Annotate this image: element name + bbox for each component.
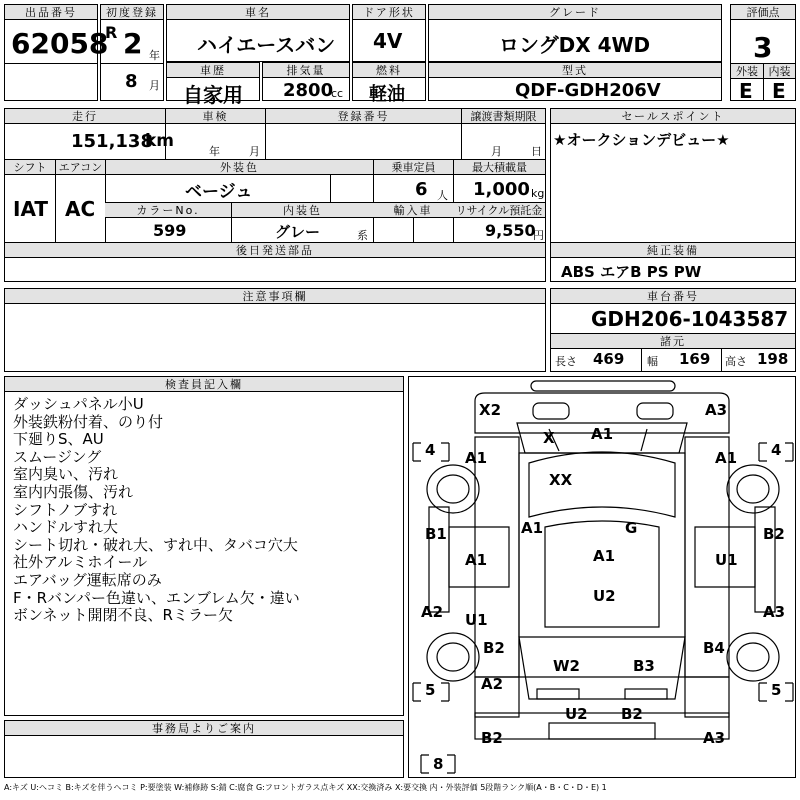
inspector-note: ハンドルすれ大 [13, 518, 119, 537]
first-reg-box [100, 4, 164, 101]
ext-grade: E [739, 79, 753, 103]
damage-mark: XX [549, 471, 573, 489]
shift: IAT [13, 197, 49, 221]
equipment-label: 純正装備 [551, 243, 795, 258]
door-box [352, 4, 426, 62]
lot-number: 62058 [11, 27, 109, 60]
grade-box [428, 4, 722, 62]
inspector-note: F・Rバンパー色違い、エンブレム欠・違い [13, 588, 300, 607]
mileage: 151,138 [71, 131, 153, 152]
damage-mark: A3 [703, 729, 726, 747]
capacity-label: 乗車定員 [373, 160, 453, 175]
damage-mark: B4 [703, 639, 725, 657]
history-box [166, 62, 260, 107]
int-color-unit: 系 [357, 229, 368, 242]
tire-rl: 5 [425, 681, 436, 699]
inspector-note: エアバッグ運転席のみ [13, 571, 162, 589]
fuel-label: 燃料 [353, 63, 425, 78]
door-label: ドア形状 [353, 5, 425, 20]
damage-mark: A2 [481, 675, 504, 693]
chassis-box [550, 288, 796, 372]
history: 自家用 [183, 83, 243, 107]
office-label: 事務局よりご案内 [5, 721, 403, 736]
car-name: ハイエースバン [197, 33, 336, 57]
chassis-number: GDH206-1043587 [591, 307, 789, 331]
displacement: 2800 [283, 80, 334, 101]
width: 169 [679, 350, 711, 368]
reg-no-label: 登録番号 [265, 109, 461, 124]
recycle-fee: 9,550 [485, 221, 536, 240]
damage-mark: B3 [633, 657, 655, 675]
capacity-unit: 人 [437, 189, 448, 202]
damage-mark: X2 [479, 401, 502, 419]
reg-year: 2 [123, 27, 143, 60]
fuel: 軽油 [369, 84, 405, 105]
chassis-label: 車台番号 [551, 289, 795, 304]
grade-label: グレード [429, 5, 721, 20]
color-label: 外装色 [105, 160, 373, 175]
tire-fl: 4 [425, 441, 436, 459]
interior-color: グレー [275, 223, 321, 241]
displacement-label: 排気量 [263, 63, 349, 78]
recycle-unit: 円 [533, 229, 544, 242]
inspector-note: スムージング [13, 447, 102, 466]
km-unit: km [145, 131, 175, 151]
damage-mark: B1 [425, 525, 447, 543]
inspector-box [4, 376, 404, 716]
spec-label: 諸元 [551, 334, 795, 349]
damage-mark: B2 [621, 705, 643, 723]
legend: A:キズ U:ヘコミ B:キズを伴うヘコミ P:要塗装 W:補修跡 S:錆 C:腐食 G:フロントガラス点キズ XX:交換済み X:要交換 内・外装評価 5段階ランク順(A・B・C・D・E) 1 [4, 783, 607, 792]
insp-year-unit: 年 [209, 145, 220, 158]
damage-mark: B2 [763, 525, 785, 543]
tire-fr: 4 [771, 441, 782, 459]
exterior-color: ベージュ [185, 182, 253, 202]
transfer-label: 譲渡書類期限 [461, 109, 545, 124]
cc-unit: cc [331, 87, 344, 100]
int-grade: E [772, 79, 786, 103]
insp-month-unit: 月 [249, 145, 260, 158]
inspector-note: 下廻りS、AU [13, 430, 104, 449]
import-label: 輸入車 [373, 203, 453, 218]
damage-mark: G [625, 519, 638, 537]
damage-mark: A1 [521, 519, 544, 537]
ext-label: 外装 [731, 64, 763, 79]
tire-rr: 5 [771, 681, 782, 699]
damage-mark: A1 [465, 449, 488, 467]
ac: AC [65, 197, 96, 221]
year-unit: 年 [149, 49, 160, 62]
sales-box [550, 108, 796, 282]
damage-mark: U1 [715, 551, 738, 569]
model-label: 型式 [429, 63, 721, 78]
transfer-day-unit: 日 [531, 145, 542, 158]
inspector-note: 室内内張傷、汚れ [13, 483, 134, 501]
color-no: 599 [153, 221, 187, 240]
width-label: 幅 [647, 355, 658, 368]
length-label: 長さ [555, 355, 577, 368]
damage-diagram [408, 376, 796, 778]
caution-box [4, 288, 546, 372]
spec-grid [4, 108, 546, 282]
damage-mark: U2 [565, 705, 588, 723]
sales-label: セールスポイント [551, 109, 795, 124]
tire-spare: 8 [433, 755, 444, 773]
office-box [4, 720, 404, 778]
damage-mark: A1 [591, 425, 614, 443]
damage-mark: X [543, 429, 555, 447]
load-label: 最大積載量 [453, 160, 545, 175]
transfer-month-unit: 月 [491, 145, 502, 158]
lot-label: 出品番号 [5, 5, 97, 20]
later-parts-label: 後日発送部品 [5, 243, 545, 258]
damage-mark: A2 [421, 603, 444, 621]
damage-mark: W2 [553, 657, 580, 675]
equipment: ABS エアB PS PW [561, 263, 702, 281]
inspector-note: シフトノブすれ [13, 500, 118, 519]
shift-label: シフト [5, 160, 55, 175]
damage-mark: U2 [593, 587, 616, 605]
color-no-label: カラーNo. [105, 203, 231, 218]
damage-mark: A3 [705, 401, 728, 419]
inspector-note: 外装鉄粉付着、のり付 [13, 412, 164, 431]
score-label: 評価点 [731, 5, 795, 20]
first-reg-label: 初度登録 [101, 5, 163, 20]
model-code: QDF-GDH206V [515, 80, 661, 101]
lot-box [4, 4, 109, 101]
load-unit: kg [531, 187, 545, 200]
int-color-label: 内装色 [231, 203, 373, 218]
inspector-note: ボンネット開閉不良、Rミラー欠 [13, 606, 233, 625]
height-label: 高さ [725, 355, 747, 368]
fuel-box [352, 62, 426, 105]
car-name-box [166, 4, 350, 62]
damage-mark: B2 [483, 639, 505, 657]
ac-label: エアコン [55, 160, 105, 175]
door-type: 4V [373, 29, 403, 53]
load: 1,000 [473, 179, 530, 200]
inspector-note: ダッシュパネル小U [13, 395, 144, 413]
mileage-label: 走行 [5, 109, 165, 124]
reg-month: 8 [125, 71, 138, 92]
damage-mark: A1 [593, 547, 616, 565]
sales-point: ★オークションデビュー★ [553, 131, 730, 149]
damage-mark: A1 [715, 449, 738, 467]
inspector-note: 社外アルミホイール [13, 553, 148, 572]
int-label: 内装 [763, 64, 795, 79]
score-box [730, 4, 796, 101]
inspector-note: 室内臭い、汚れ [13, 465, 119, 484]
grade: ロングDX 4WD [499, 33, 651, 57]
inspector-label: 検査員記入欄 [5, 377, 403, 392]
score: 3 [753, 31, 773, 64]
damage-mark: A3 [763, 603, 786, 621]
model-box [428, 62, 722, 101]
displacement-box [262, 62, 350, 101]
era: R [105, 23, 118, 42]
car-name-label: 車名 [167, 5, 349, 20]
history-label: 車歴 [167, 63, 259, 78]
month-unit: 月 [149, 79, 160, 92]
caution-label: 注意事項欄 [5, 289, 545, 304]
recycle-label: リサイクル預託金 [453, 203, 545, 218]
damage-mark: A1 [465, 551, 488, 569]
length: 469 [593, 350, 625, 368]
capacity: 6 [415, 179, 428, 200]
damage-mark: U1 [465, 611, 488, 629]
inspection-label: 車検 [165, 109, 265, 124]
inspector-note: シート切れ・破れ大、すれ中、タバコ穴大 [13, 535, 298, 554]
damage-mark: B2 [481, 729, 503, 747]
height: 198 [757, 350, 789, 368]
